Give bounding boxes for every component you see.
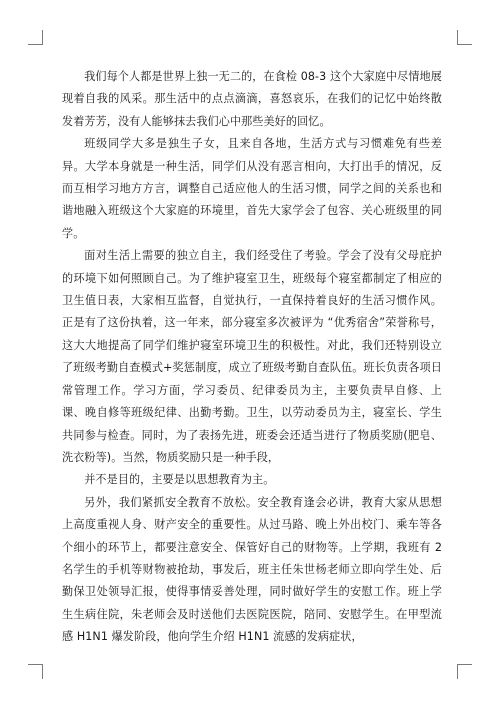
paragraph-education-note: 并不是目的，主要是以思想教育为主。 (84, 473, 275, 487)
paragraph-classmates: 班级同学大多是独生子女，且来自各地，生活方式与习惯难免有些差异。大学本身就是一种生活，同学们从没有恶言相向，大打出手的情况，反而互相学习地方方言，调整自己适应他人的生活习惯，同学之间的关系也和谐地融入班级这个大家庭的环境里，首先大家学会了包容、关心班级里的同学。 (62, 137, 442, 240)
paragraph-safety: 另外，我们紧抓安全教育不放松。安全教育逢会必讲，教育大家从思想上高度重视人身、财产安全的重要性。从过马路、晚上外出校门、乘车等各个细小的环节上，都要注意安全、保管好自己的财物等。上学期，我班有 2 名学生的手机等财物被抢劫，事发后，班主任朱世杨老师立即向学生处、后勤保卫处领导汇报，使得事情妥善处理，同时做好学生的安慰工作。班上学生生病住院，朱老师会及时送他们去医院医院，陪同、安慰学生。在甲型流感 H1N1 爆发阶段，他向学生介绍 H1N1 流感的发病症状， (62, 495, 442, 644)
paragraph-intro: 我们每个人都是世界上独一无二的，在食检 08-3 这个大家庭中尽情地展现着自我的风采。那生活中的点点滴滴，喜怒哀乐，在我们的记忆中始终散发着芳芳，没有人能够抹去我们心中那些美好的回忆。 (62, 70, 442, 128)
crop-mark-top-right (457, 30, 472, 45)
paragraph-independence: 面对生活上需要的独立自主，我们经受住了考验。学会了没有父母庇护的环境下如何照顾自己。为了维护寝室卫生，班级每个寝室都制定了相应的卫生值日表，大家相互监督，自觉执行，一直保持着良好的生活习惯作风。正是有了这份执着，这一年来，部分寝室多次被评为 “优秀宿舍”荣誉称号，这大大地提高了同学们维护寝室环境卫生的积极性。对此，我们还特别设立了班级考勤自查模式+奖惩制度，成立了班级考勤自查队伍。班长负责各项日常管理工作。学习方面，学习委员、纪律委员为主，主要负责早自修、上课、晚自修等班级纪律、出勤考勤。卫生，以劳动委员为主，寝室长、学生共同参与检查。同时，为了表扬先进，班委会还适当进行了物质奖励(肥皂、洗衣粉等)。当然，物质奖励只是一种手段， (62, 249, 442, 464)
crop-mark-bottom-right (457, 664, 472, 679)
crop-mark-top-left (28, 30, 43, 45)
crop-mark-bottom-left (28, 664, 43, 679)
document-body (62, 66, 442, 649)
